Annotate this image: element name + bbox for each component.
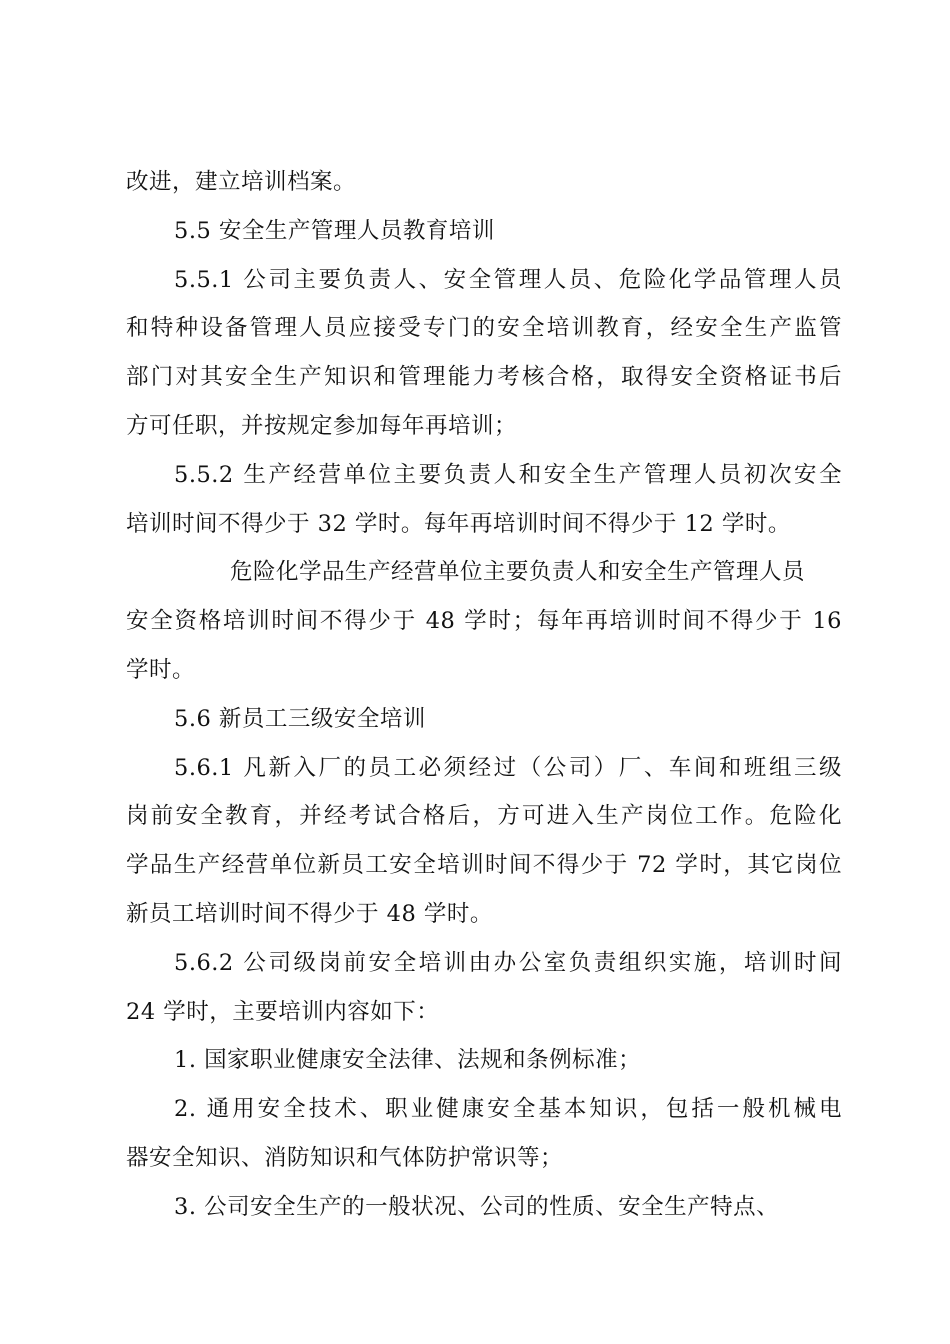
text-line: 和特种设备管理人员应接受专门的安全培训教育，经安全生产监管	[126, 315, 842, 342]
text-line: 方可任职，并按规定参加每年再培训；	[126, 412, 518, 439]
section-heading-5-6: 5.6 新员工三级安全培训	[174, 705, 426, 732]
text-line: 安全资格培训时间不得少于 48 学时；每年再培训时间不得少于 16	[126, 608, 842, 635]
text-line: 改进，建立培训档案。	[126, 169, 357, 195]
text-line: 5.5.2 生产经营单位主要负责人和安全生产管理人员初次安全	[174, 461, 842, 488]
text-line: 危险化学品生产经营单位主要负责人和安全生产管理人员	[230, 559, 806, 586]
list-item: 3. 公司安全生产的一般状况、公司的性质、安全生产特点、	[174, 1193, 780, 1220]
list-item: 2. 通用安全技术、职业健康安全基本知识，包括一般机械电	[174, 1096, 842, 1123]
text-line: 5.6.2 公司级岗前安全培训由办公室负责组织实施，培训时间	[174, 949, 842, 976]
text-line: 学时。	[126, 656, 196, 683]
list-item: 1. 国家职业健康安全法律、法规和条例标准；	[174, 1047, 642, 1074]
text-line: 学品生产经营单位新员工安全培训时间不得少于 72 学时，其它岗位	[126, 852, 842, 879]
text-line: 岗前安全教育，并经考试合格后，方可进入生产岗位工作。危险化	[126, 803, 842, 830]
text-line: 24 学时，主要培训内容如下：	[126, 998, 440, 1025]
text-line: 培训时间不得少于 32 学时。每年再培训时间不得少于 12 学时。	[126, 510, 791, 537]
section-heading-5-5: 5.5 安全生产管理人员教育培训	[174, 217, 495, 244]
text-line: 新员工培训时间不得少于 48 学时。	[126, 900, 493, 927]
text-line: 部门对其安全生产知识和管理能力考核合格，取得安全资格证书后	[126, 364, 842, 391]
text-line: 器安全知识、消防知识和气体防护常识等；	[126, 1144, 564, 1171]
text-line: 5.6.1 凡新入厂的员工必须经过（公司）厂、车间和班组三级	[174, 754, 842, 781]
text-line: 5.5.1 公司主要负责人、安全管理人员、危险化学品管理人员	[174, 266, 842, 293]
document-body	[126, 158, 842, 1232]
